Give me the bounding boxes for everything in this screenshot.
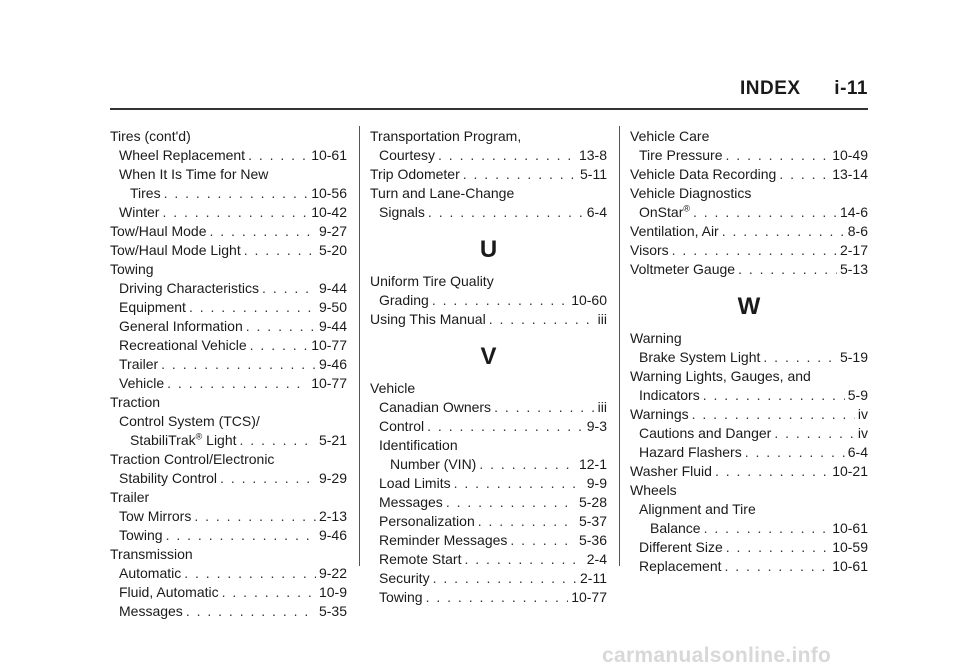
entry-label: Vehicle Data Recording — [630, 166, 777, 182]
entry-label: Tow/Haul Mode — [110, 223, 207, 239]
leader-dots — [244, 241, 316, 260]
index-entry — [370, 203, 607, 222]
entry-page: 9-44 — [318, 280, 347, 296]
leader-dots — [454, 474, 584, 493]
entry-page: 5-9 — [847, 387, 868, 403]
index-entry — [630, 146, 868, 165]
index-entry — [110, 374, 347, 393]
leader-dots — [246, 317, 316, 336]
entry-label: Reminder Messages — [379, 532, 508, 548]
index-entry — [110, 469, 347, 488]
index-entry — [370, 493, 607, 512]
entry-page: 5-35 — [318, 603, 347, 619]
entry-page: 10-42 — [311, 204, 347, 220]
entry-page: 10-21 — [832, 463, 868, 479]
entry-label: Cautions and Danger — [639, 425, 772, 441]
entry-label-text: StabiliTrak — [130, 432, 196, 448]
entry-page: 2-17 — [839, 242, 868, 258]
leader-dots — [704, 519, 830, 538]
entry-page: 9-27 — [318, 223, 347, 239]
entry-page: iv — [857, 406, 868, 422]
leader-dots — [262, 279, 316, 298]
entry-page: 5-28 — [578, 494, 607, 510]
leader-dots — [432, 291, 568, 310]
index-entry — [110, 564, 347, 583]
index-heading: Tires (cont'd) — [110, 128, 191, 144]
leader-dots — [489, 310, 595, 329]
leader-dots — [692, 405, 855, 424]
leader-dots — [210, 222, 316, 241]
leader-dots — [162, 203, 308, 222]
index-entry — [110, 336, 347, 355]
entry-label: Vehicle — [119, 375, 165, 391]
entry-page: 5-11 — [580, 166, 607, 182]
entry-page: 2-4 — [586, 551, 607, 567]
index-heading: Uniform Tire Quality — [370, 273, 494, 289]
index-entry — [630, 222, 868, 241]
entry-label: Stability Control — [119, 470, 218, 486]
index-subheading: Identification — [379, 437, 458, 453]
index-heading: Traction — [110, 394, 161, 410]
entry-page: iv — [857, 425, 868, 441]
entry-label: Towing — [379, 589, 423, 605]
index-entry — [110, 317, 347, 336]
registered-mark: ® — [683, 203, 690, 214]
entry-page: 6-4 — [586, 204, 607, 220]
index-entry — [110, 526, 347, 545]
leader-dots — [672, 241, 837, 260]
index-entry — [630, 348, 868, 367]
index-heading: Traction Control/Electronic — [110, 451, 275, 467]
index-entry — [370, 474, 607, 493]
index-entry — [110, 507, 347, 526]
leader-dots — [250, 336, 309, 355]
leader-dots — [166, 526, 316, 545]
index-entry — [370, 455, 607, 474]
leader-dots — [463, 165, 577, 184]
section-letter-w: W — [737, 293, 761, 320]
index-entry — [370, 512, 607, 531]
index-heading: Wheels — [630, 482, 677, 498]
leader-dots — [722, 222, 845, 241]
leader-dots — [738, 260, 837, 279]
entry-label: Automatic — [119, 565, 182, 581]
entry-label: Driving Characteristics — [119, 280, 260, 296]
leader-dots — [494, 398, 595, 417]
entry-label: Number (VIN) — [390, 456, 477, 472]
index-entry — [630, 443, 868, 462]
entry-label: Personalization — [379, 513, 475, 529]
entry-label — [130, 431, 237, 450]
column-divider — [359, 126, 360, 566]
index-entry — [630, 538, 868, 557]
index-heading: Vehicle Diagnostics — [630, 185, 752, 201]
index-heading: Vehicle — [370, 380, 416, 396]
index-entry — [630, 386, 868, 405]
column-divider — [619, 126, 620, 566]
index-entry — [110, 203, 347, 222]
entry-label — [639, 203, 690, 222]
entry-page: 10-60 — [571, 292, 607, 308]
index-entry — [370, 291, 607, 310]
index-entry — [630, 424, 868, 443]
entry-label: Canadian Owners — [379, 399, 492, 415]
index-entry — [110, 602, 347, 621]
index-column-1 — [110, 127, 347, 621]
index-entry — [110, 298, 347, 317]
watermark: carmanualsonline.info — [602, 644, 832, 667]
entry-page: 9-9 — [586, 475, 607, 491]
entry-page: 9-50 — [318, 299, 347, 315]
entry-label: Fluid, Automatic — [119, 584, 219, 600]
index-entry — [110, 355, 347, 374]
index-column-3 — [630, 127, 868, 576]
leader-dots — [779, 165, 829, 184]
index-entry — [630, 241, 868, 260]
entry-page: 13-8 — [578, 147, 607, 163]
index-subheading: Alignment and Tire — [639, 501, 756, 517]
entry-page: 5-19 — [839, 349, 868, 365]
section-letter-u: U — [479, 236, 498, 263]
index-entry — [630, 165, 868, 184]
index-heading: Warning Lights, Gauges, and — [630, 368, 811, 384]
leader-dots — [220, 469, 316, 488]
index-heading: Warning — [630, 330, 682, 346]
entry-label: Security — [379, 570, 430, 586]
entry-label: Winter — [119, 204, 160, 220]
entry-label: Trailer — [119, 356, 159, 372]
entry-page: 10-9 — [318, 584, 347, 600]
entry-label: Voltmeter Gauge — [630, 261, 736, 277]
entry-label: Courtesy — [379, 147, 436, 163]
entry-page: iii — [597, 399, 607, 415]
entry-label-text: OnStar — [639, 204, 684, 220]
leader-dots — [186, 602, 316, 621]
entry-page: 9-46 — [318, 356, 347, 372]
entry-page: 10-77 — [311, 375, 347, 391]
entry-page: 13-14 — [832, 166, 868, 182]
leader-dots — [464, 550, 583, 569]
entry-label: Wheel Replacement — [119, 147, 246, 163]
leader-dots — [446, 493, 576, 512]
index-column-2 — [370, 127, 607, 607]
index-subheading: When It Is Time for New — [119, 166, 269, 182]
entry-page: 9-29 — [318, 470, 347, 486]
index-entry — [370, 569, 607, 588]
entry-page: 5-13 — [839, 261, 868, 277]
entry-label: Tire Pressure — [639, 147, 723, 163]
entry-page: 10-49 — [832, 147, 868, 163]
entry-page: 14-6 — [839, 204, 868, 220]
entry-label: Brake System Light — [639, 349, 761, 365]
leader-dots — [745, 443, 845, 462]
registered-mark: ® — [195, 431, 203, 442]
entry-page: 5-37 — [578, 513, 607, 529]
leader-dots — [222, 583, 316, 602]
entry-label: Control — [379, 418, 425, 434]
index-heading: Turn and Lane-Change — [370, 185, 515, 201]
index-heading: Towing — [110, 261, 154, 277]
entry-label: Trip Odometer — [370, 166, 460, 182]
leader-dots — [426, 588, 569, 607]
entry-label: Messages — [379, 494, 443, 510]
leader-dots — [478, 512, 576, 531]
entry-page: 10-61 — [832, 558, 868, 574]
entry-page: 6-4 — [847, 444, 868, 460]
leader-dots — [479, 455, 576, 474]
index-entry — [110, 241, 347, 260]
entry-page: 2-13 — [318, 508, 347, 524]
entry-label: Grading — [379, 292, 429, 308]
entry-label: Warnings — [630, 406, 689, 422]
page-header — [740, 78, 868, 100]
index-entry — [370, 417, 607, 436]
index-entry — [370, 531, 607, 550]
entry-label: Replacement — [639, 558, 722, 574]
leader-dots — [427, 417, 584, 436]
leader-dots — [194, 507, 316, 526]
leader-dots — [763, 348, 837, 367]
entry-page: 2-11 — [580, 570, 607, 586]
entry-label: Washer Fluid — [630, 463, 712, 479]
index-entry — [110, 431, 347, 450]
index-subheading: Control System (TCS)/ — [119, 413, 260, 429]
index-entry — [630, 557, 868, 576]
entry-label: Indicators — [639, 387, 700, 403]
section-letter-v: V — [480, 343, 497, 370]
entry-label: General Information — [119, 318, 243, 334]
leader-dots — [240, 431, 316, 450]
leader-dots — [184, 564, 316, 583]
page-title: INDEX — [740, 78, 801, 99]
index-entry — [110, 583, 347, 602]
entry-label: Messages — [119, 603, 183, 619]
entry-page: 5-20 — [318, 242, 347, 258]
entry-label: Towing — [119, 527, 163, 543]
index-entry — [370, 165, 607, 184]
entry-label: Load Limits — [379, 475, 451, 491]
entry-page: 9-46 — [318, 527, 347, 543]
entry-label: Equipment — [119, 299, 186, 315]
leader-dots — [189, 298, 316, 317]
index-heading: Transmission — [110, 546, 193, 562]
entry-label: Remote Start — [379, 551, 462, 567]
header-rule — [110, 108, 868, 110]
index-entry — [630, 405, 868, 424]
leader-dots — [693, 203, 837, 222]
leader-dots — [161, 355, 316, 374]
index-entry — [630, 519, 868, 538]
leader-dots — [428, 203, 584, 222]
entry-page: 10-77 — [311, 337, 347, 353]
entry-label: Ventilation, Air — [630, 223, 719, 239]
entry-label: Using This Manual — [370, 311, 486, 327]
entry-page: 12-1 — [578, 456, 607, 472]
index-heading: Trailer — [110, 489, 150, 505]
entry-label: Tow Mirrors — [119, 508, 192, 524]
leader-dots — [438, 146, 576, 165]
leader-dots — [433, 569, 577, 588]
entry-label: Signals — [379, 204, 425, 220]
leader-dots — [726, 538, 829, 557]
leader-dots — [774, 424, 855, 443]
index-entry — [370, 588, 607, 607]
entry-label: Visors — [630, 242, 669, 258]
leader-dots — [703, 386, 845, 405]
leader-dots — [726, 146, 830, 165]
entry-page: 9-44 — [318, 318, 347, 334]
entry-page: 10-61 — [311, 147, 347, 163]
leader-dots — [725, 557, 830, 576]
leader-dots — [248, 146, 308, 165]
entry-page: 10-77 — [571, 589, 607, 605]
leader-dots — [715, 462, 829, 481]
index-entry — [630, 260, 868, 279]
index-entry — [370, 550, 607, 569]
entry-page: 10-56 — [311, 185, 347, 201]
index-entry — [110, 146, 347, 165]
index-entry — [110, 279, 347, 298]
index-entry — [110, 184, 347, 203]
index-entry — [370, 398, 607, 417]
index-entry — [370, 146, 607, 165]
entry-label: Balance — [650, 520, 701, 536]
entry-page: 10-59 — [832, 539, 868, 555]
leader-dots — [167, 374, 308, 393]
index-entry — [370, 310, 607, 329]
index-entry — [630, 462, 868, 481]
page-number: i-11 — [834, 78, 868, 99]
entry-page: 9-3 — [586, 418, 607, 434]
entry-page: iii — [597, 311, 607, 327]
entry-page: 10-61 — [832, 520, 868, 536]
entry-label-suffix: Light — [202, 432, 237, 448]
entry-label: Tires — [130, 185, 161, 201]
index-heading: Vehicle Care — [630, 128, 710, 144]
index-heading: Transportation Program, — [370, 128, 522, 144]
entry-page: 8-6 — [847, 223, 868, 239]
entry-label: Hazard Flashers — [639, 444, 742, 460]
leader-dots — [510, 531, 576, 550]
entry-label: Different Size — [639, 539, 723, 555]
index-entry — [630, 203, 868, 222]
entry-label: Tow/Haul Mode Light — [110, 242, 241, 258]
entry-page: 9-22 — [318, 565, 347, 581]
entry-label: Recreational Vehicle — [119, 337, 247, 353]
entry-page: 5-21 — [318, 432, 347, 448]
index-entry — [110, 222, 347, 241]
leader-dots — [164, 184, 309, 203]
entry-page: 5-36 — [578, 532, 607, 548]
